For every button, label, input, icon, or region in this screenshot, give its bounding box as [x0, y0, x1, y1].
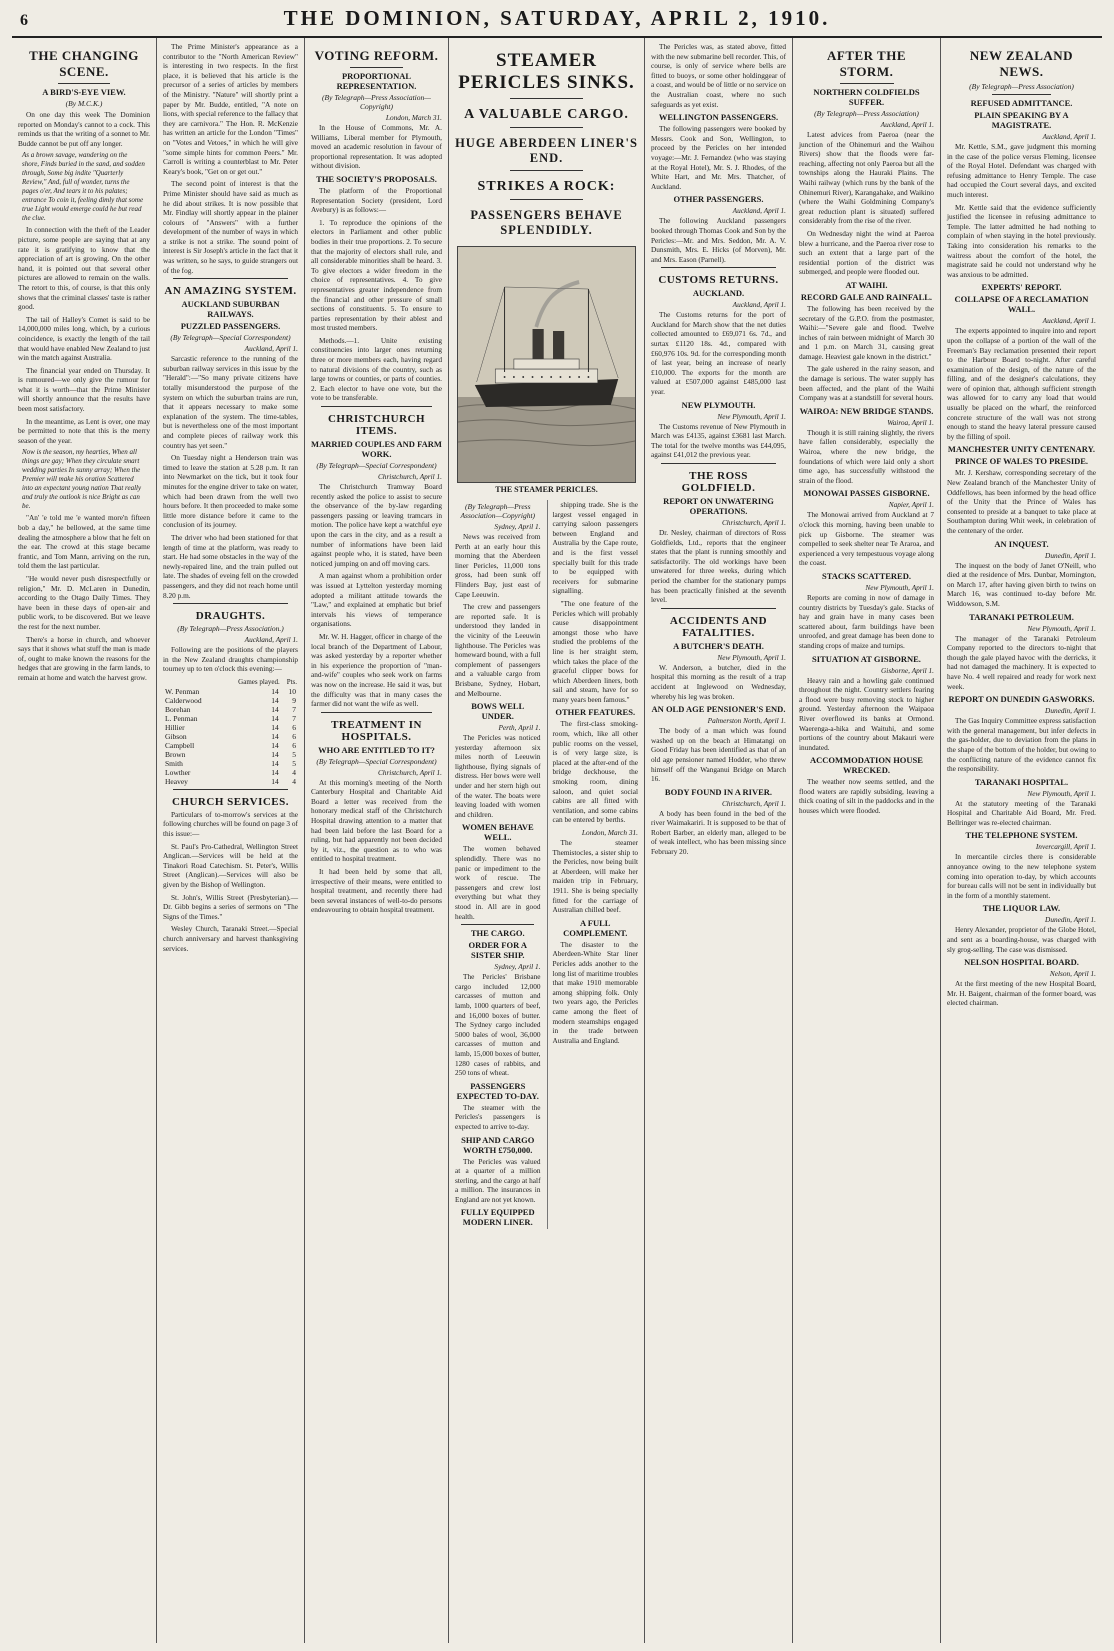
dateline: New Plymouth, April 1.	[717, 652, 786, 662]
article-paragraph: Following are the positions of the players in the New Zealand draughts championship tourney up to ten o'clock this evening:—	[163, 645, 298, 674]
table-row	[163, 732, 298, 741]
dateline: Auckland, April 1.	[244, 635, 298, 645]
dateline: New Plymouth, April 1.	[1027, 788, 1096, 798]
article-paragraph: It had been held by some that all, irrespective of their means, were entitled to hospital treatment, and recently there had been several instances of well-to-do persons endeavouring to obtain hospital treatment.	[311, 867, 442, 915]
points: 4	[292, 776, 296, 786]
divider	[173, 278, 288, 279]
table-row	[163, 741, 298, 750]
byline: (By Telegraph—Press Association—Copyright)	[322, 93, 431, 111]
table-row	[163, 768, 298, 777]
article-paragraph: The following has been received by the secretary of the G.P.O. from the postmaster, Waihi:—"Severe gale and flood. Twelve inches of rain between midnight of March 30 and 1 p.m. on March 31, causing great damage. Heaviest gale known in the district."	[799, 303, 934, 361]
table-row	[163, 759, 298, 768]
byline: (By M.C.K.)	[65, 99, 103, 108]
dateline: Christchurch, April 1.	[721, 798, 786, 808]
player-name: Campbell	[165, 740, 195, 750]
article-paragraph: A body has been found in the bed of the river Waimakariri. It is supposed to be that of Robert Barber, an elderly man, alleged to be of weak intellect, who has been missing since February 20.	[651, 808, 786, 857]
article-paragraph: The following passengers were booked by Messrs. Cook and Son, Wellington, to proceed by the Pericles on her intended voyage:—Mr. J. Fernandez (who was staying at the Royal Hotel), Mr. S. J. Rhodes, of the White Hart, and Mr. Mrs. Thatcher, of Auckland.	[651, 124, 786, 191]
article-subheading: RECORD GALE AND RAINFALL.	[800, 291, 933, 302]
article-subheading: MANCHESTER UNITY CENTENARY.	[947, 444, 1096, 455]
column-6	[793, 38, 941, 1643]
draughts-table	[163, 677, 298, 786]
article-paragraph: The weather now seems settled, and the flood waters are rapidly subsiding, leaving a thick coating of silt in the paddocks and in the houses which were flooded.	[799, 777, 934, 816]
article-subheading: STACKS SCATTERED.	[822, 570, 911, 581]
article-heading-after-the-storm: AFTER THE STORM.	[826, 48, 907, 79]
player-name: W. Penman	[165, 686, 200, 696]
article-subheading: AN INQUEST.	[994, 538, 1049, 549]
article-paragraph: The Monowai arrived from Auckland at 7 o'clock this morning, having been unable to pick up Gisborne. The steamer was compelled to seek shelter near Te Araroa, and experienced a very tempestuous voyage along the coast.	[799, 510, 934, 568]
article-subheading: REFUSED ADMITTANCE.	[970, 98, 1073, 108]
article-paragraph: Henry Alexander, proprietor of the Globe Hotel, and sent as a boarding-house, was charged with sly grog-selling. The case was dismissed.	[947, 925, 1096, 954]
dateline: London, March 31.	[581, 828, 638, 837]
article-paragraph: The Prime Minister's appearance as a contributor to the "North American Review" is interesting in two respects. In the first place, it is believed that his article is the precursor of a series of articles by members of the Ministry. "Nature" will shortly print a paper by Mr. Budde, entitled, "A note on lions, with special reference to the fallacy that they are carnivora." The Hon. R. McKenzie has written an article for the London "Times" on "Votes and Vetoes," in which he will give "some simple hints for common Peers." Mr. Carroll is writing a counterblast to Mr. Peter Keary's book, "Get on or get out."	[163, 42, 298, 176]
article-paragraph: The financial year ended on Thursday. It is rumoured—we only give the rumour for what it is worth—that the Prime Minister will shortly announce that the results have been most satisfactory.	[18, 365, 150, 414]
byline: (By Telegraph—Special Correspondent)	[316, 756, 437, 766]
article-subheading: NEW PLYMOUTH.	[681, 399, 756, 410]
masthead	[12, 0, 1102, 38]
article-paragraph: The Christchurch Tramway Board recently asked the police to assist to secure the observance of the by-law regarding passengers passing or leaving tramcars in motion. The police have kept a watchful eye upon the cars in the city, and as a result a number of informations have been laid against people who, it is stated, have been noticed jumping on and off moving cars.	[311, 482, 442, 568]
player-name: Lowther	[165, 767, 191, 777]
article-subheading: TARANAKI PETROLEUM.	[969, 611, 1074, 622]
article-paragraph: 1. To reproduce the opinions of the electors in Parliament and other public bodies in their true proportions. 2. To secure that the majority of electors shall rule, and all considerable minorities shall be heard. 3. To give electors a wider freedom in the choice of representatives. 4. To give representatives greater independence from the financial and other pressure of small sections of constituents. 5. To ensure to parties representation by their ablest and most trusted members.	[311, 217, 442, 333]
article-paragraph: Particulars of to-morrow's services at the following churches will be found on page 3 of this issue:—	[163, 809, 298, 839]
table-row	[163, 714, 298, 723]
points: 10	[288, 686, 296, 696]
article-subheading: WELLINGTON PASSENGERS.	[658, 112, 779, 123]
dateline: Christchurch, April 1.	[377, 472, 442, 482]
article-paragraph: On one day this week The Dominion reported on Monday's cannot to a cock. This reminds us that the writing of a sonnet to Mr. Budde cannot be put off any longer.	[18, 110, 150, 148]
article-paragraph: The Customs revenue of New Plymouth in March was £4135, against £3681 last March. The total for the twelve months was £44,095, against £41,012 the previous year.	[651, 421, 786, 460]
dateline: Christchurch, April 1.	[721, 518, 786, 527]
column-2	[157, 38, 305, 1643]
article-paragraph: The experts appointed to inquire into and report upon the collapse of a portion of the wall of the Freeman's Bay reclamation presented their report to the Harbour Board to-night. After careful examination of the design, of the nature of the filling, and of the designer's calculations, they were of opinion that, although sufficient strength was allowed for to carry any load that would usually be placed on the wharf, the reinforced concrete structure of the wall was not strong enough to stand the heavy lateral pressure caused by the filling of spoil.	[947, 326, 1096, 441]
article-heading-amazing-system: AN AMAZING SYSTEM.	[164, 285, 297, 298]
article-paragraph: The inquest on the body of Janet O'Neill, who died at the residence of Mrs. Dunbar, Mornington, on March 17, after having given birth to twins on March 16, was continued to-day before Mr. Widdowson, S.M.	[947, 560, 1096, 608]
dateline: Invercargill, April 1.	[1035, 842, 1096, 852]
article-subheading: NORTHERN COLDFIELDS SUFFER.	[813, 87, 920, 107]
games-played: 14	[271, 713, 279, 723]
dateline: Dunedin, April 1.	[1045, 706, 1096, 716]
divider	[840, 83, 894, 84]
article-paragraph: Mr. W. H. Hagger, officer in charge of the local branch of the Department of Labour, was asked yesterday by a reporter whether in his experience the proportion of "man-and-wife" couples who seek work on farms was now on the increase. He said it was, but the difficulty was that in many cases the farmer did not want the wife as well.	[311, 631, 442, 709]
main-story-right	[547, 500, 639, 1229]
article-subheading: TARANAKI HOSPITAL.	[974, 776, 1069, 787]
divider	[173, 789, 288, 790]
dateline: Sydney, April 1.	[494, 962, 541, 972]
player-name: Gibson	[165, 731, 187, 741]
article-subheading: OTHER FEATURES.	[555, 707, 636, 718]
article-paragraph: Reports are coming in now of damage in country districts by Tuesday's gale. Stacks of hay and grain have in many cases been scattered about, farm buildings have been unroofed, and great damage has been done to standing crops of maize and turnips.	[799, 592, 934, 650]
games-played: 14	[271, 704, 279, 714]
article-paragraph: The Customs returns for the port of Auckland for March show that the net duties collected amounted to £69,071 6s. 7d., and surtax £1120 18s. 4d., compared with £60,976 10s. 9d. for the corresponding month of last year, being an increase of nearly £10,000. The exports for the month are valued at £507,000 against £485,000 last year.	[651, 310, 786, 397]
dateline: Christchurch, April 1.	[377, 767, 442, 777]
article-subheading: THE CARGO.	[470, 928, 525, 939]
article-subheading: PLAIN SPEAKING BY A MAGISTRATE.	[974, 110, 1069, 130]
divider	[321, 712, 432, 713]
article-paragraph: In mercantile circles there is considerable annoyance owing to the new telephone system coming into operation to-day, by which accounts for bureau calls will not be sent in individually but in the form of a monthly statement.	[947, 852, 1096, 900]
article-paragraph: The body of a man which was found washed up on the beach at Himatangi on Good Friday has been identified as that of an old age pensioner named Hodder, who threw himself off the Wanganui Bridge on March 16.	[651, 726, 786, 784]
article-subheading: REPORT ON DUNEDIN GASWORKS.	[948, 694, 1095, 705]
points: 7	[292, 713, 296, 723]
article-subheading: SHIP AND CARGO WORTH £750,000.	[461, 1134, 535, 1155]
article-subheading: WHO ARE ENTITLED TO IT?	[318, 744, 435, 755]
table-row	[163, 750, 298, 759]
dateline: New Plymouth, April 1.	[865, 582, 934, 592]
dateline: Napier, April 1.	[888, 500, 934, 510]
article-paragraph: News was received from Perth at an early hour this morning that the Aberdeen liner Pericles, 11,000 tons gross, had been sunk off Flinders Bay, just east of Cape Leeuwin.	[455, 532, 541, 599]
article-heading-ross-goldfield: THE ROSS GOLDFIELD.	[681, 470, 756, 494]
byline: (By Telegraph—Press Association)	[969, 82, 1074, 91]
article-paragraph: At this morning's meeting of the North Canterbury Hospital and Charitable Aid Board a letter was received from the honorary medical staff of the Christchurch Hospital drawing attention to a matter that had been laid before the last Board for a ruling, but had apparently not been decided by it, viz., the question as to who was entitled to hospital treatment.	[311, 777, 442, 864]
dateline: Nelson, April 1.	[1049, 969, 1096, 979]
dateline: Auckland, April 1.	[880, 120, 934, 129]
dateline: Palmerston North, April 1.	[707, 716, 786, 726]
page-number: 6	[20, 12, 28, 29]
article-paragraph: "The one feature of the Pericles which will probably cause disappointment amongst those who have studied the problems of the line is her straight stem, which takes the place of the graceful clipper bows for which Aberdeen liners, both sail and steam, have for so many years been famous."	[552, 598, 638, 704]
column-3	[305, 38, 449, 1643]
points: 5	[292, 758, 296, 768]
article-paragraph: St. Paul's Pro-Cathedral, Wellington Street Anglican.—Services will be held at the Tinakori Road Catechism. St. Peter's, Willis Street (Anglican).—Services will also be given by the Bishop of Wellington.	[163, 841, 298, 890]
main-headline: STEAMER PERICLES SINKS.	[458, 50, 635, 93]
illustration-caption: THE STEAMER PERICLES.	[495, 485, 598, 494]
table-row	[163, 687, 298, 696]
table-header-points: Pts.	[286, 677, 297, 686]
article-subheading: MARRIED COUPLES AND FARM WORK.	[311, 439, 442, 460]
divider	[510, 199, 583, 200]
dateline: Auckland, April 1.	[1042, 132, 1096, 141]
article-heading-christchurch-items: CHRISTCHURCH ITEMS.	[327, 413, 426, 438]
dateline: Wairoa, April 1.	[887, 417, 934, 427]
article-paragraph: The following Auckland passengers booked through Thomas Cook and Son by the Pericles:—Mr. and Mrs. Seddon, Mr. A. V. Dunsmith, Mrs. E. Hicks (of Morven), Mr. and Mrs. Eason (Parnell).	[651, 216, 786, 264]
article-paragraph: "He would never push disrespectfully or religion," Mr. D. McLaren in Dunedin, according to the Otago Daily Times. They have been in these days of open-air and public work, to be discovered. But we leave the rest for the next number.	[18, 574, 150, 631]
dateline: Auckland, April 1.	[1042, 316, 1096, 326]
article-paragraph: On Wednesday night the wind at Paeroa blew a hurricane, and the Paeroa river rose to such an extent that a large part of the residential portion of the district was submerged, and people were flooded out.	[799, 228, 934, 277]
article-subheading: THE LIQUOR LAW.	[982, 903, 1061, 914]
article-subheading: A BUTCHER'S DEATH.	[673, 640, 764, 651]
article-paragraph: The Pericles was noticed yesterday afternoon six miles north of Leeuwin lighthouse, flying signals of distress. Her bows were well under and her stern high out of the water. The boats were leaving loaded with women and children.	[455, 733, 541, 819]
article-paragraph: On Tuesday night a Henderson train was timed to leave the station at 5.28 p.m. It ran into Newmarket on the tick, but it took four minutes for the engine driver to take on water, which had been drawn from the well two hours before. It then proceeded to make some little more distance before it came to the conclusion of its journey.	[163, 453, 298, 530]
player-name: Heavey	[165, 776, 188, 786]
byline: (By Telegraph—Press Association)	[814, 109, 919, 118]
article-subheading: BOWS WELL UNDER.	[471, 701, 525, 722]
article-subheading: AT WAIHI.	[845, 279, 888, 290]
article-paragraph: The women behaved splendidly. There was no panic or impediment to the work of rescue. The passengers and crew lost everything but what they stood in. All are in good health.	[455, 844, 541, 921]
player-name: L. Penman	[165, 713, 198, 723]
article-subheading: FULLY EQUIPPED MODERN LINER.	[460, 1207, 535, 1228]
article-subheading: OTHER PASSENGERS.	[673, 194, 764, 205]
article-paragraph: The first-class smoking-room, which, like all other public rooms on the vessel, is of very large size, is placed at the after-end of the bridge deckhouse, the smoking room, dining saloon, and quiet social cabins are all fitted with ventilation, and some cabins can be entered by berths.	[552, 719, 638, 825]
article-heading-voting-reform: VOTING REFORM.	[314, 48, 439, 63]
article-paragraph: "An' 'e told me 'e wanted more'n fifteen bob a day," he bellowed, at the same time dealing the atmosphere a blow that he felt on the ear. The crowd at this stage became frantic, and Tom Mann, arriving on the run, told them the last particular.	[18, 513, 150, 571]
divider	[661, 463, 776, 464]
article-subheading: BODY FOUND IN A RIVER.	[664, 786, 773, 797]
article-heading-accidents: ACCIDENTS AND FATALITIES.	[669, 614, 768, 639]
article-heading-changing-scene: THE CHANGING SCENE.	[29, 48, 139, 79]
article-paragraph: The steamer Themistocles, a sister ship to the Pericles, now being built at Aberdeen, will make her maiden trip in February, 1911. She is being specially fitted for the carriage of Australian chilled beef.	[552, 838, 638, 915]
article-subheading: EXPERTS' REPORT.	[981, 282, 1062, 293]
dateline: Auckland, April 1.	[732, 300, 786, 310]
article-subheading: REPORT ON UNWATERING OPERATIONS.	[663, 496, 774, 516]
table-header	[163, 677, 220, 687]
article-heading-church-services: CHURCH SERVICES.	[171, 795, 290, 808]
games-played: 14	[271, 731, 279, 741]
article-paragraph: Wesley Church, Taranaki Street.—Special church anniversary and harvest thanksgiving services.	[163, 924, 298, 953]
dateline: Auckland, April 1.	[244, 344, 298, 354]
points: 6	[292, 722, 296, 732]
games-played: 14	[271, 758, 279, 768]
article-paragraph: Though it is still raining slightly, the rivers have fallen considerably, especially the Wairoa, where the new bridge, the foundations of which were laid only a short time ago, has successfully withstood the strain of the flood.	[799, 427, 934, 485]
divider	[321, 406, 432, 407]
games-played: 14	[271, 749, 279, 759]
dateline: Auckland, April 1.	[732, 206, 786, 216]
dateline: Gisborne, April 1.	[881, 665, 934, 675]
article-subheading: PRINCE OF WALES TO PRESIDE.	[954, 456, 1089, 467]
games-played: 14	[271, 695, 279, 705]
article-heading-treatment-in-hospitals: TREATMENT IN HOSPITALS.	[331, 718, 422, 743]
article-subheading: A FULL COMPLEMENT.	[563, 917, 628, 938]
article-heading-draughts: DRAUGHTS.	[195, 610, 266, 623]
article-paragraph: The tail of Halley's Comet is said to be 14,000,000 miles long, which, by a curious coincidence, is exactly the length of the tail that would have enabled New Zealand to just win the match against Australia.	[18, 314, 150, 363]
article-paragraph: The manager of the Taranaki Petroleum Company reported to the directors to-night that though the gale played havoc with the derricks, it had not damaged the machinery. It is expected to have No. 4 well repaired and ready for work next week.	[947, 633, 1096, 691]
article-subheading: AN OLD AGE PENSIONER'S END.	[651, 704, 786, 715]
article-paragraph: The second point of interest is that the Prime Minister should have said as much as he did about strikes. It is now possible that Mr. Findlay will shortly appear in the plainer colours of "Answers" with a further development of the number of ways in which a strike is not a strike. The sound point of interest is Sir Joseph's article in the fact that it was written, so he says, to guide strangers out of the fog.	[163, 179, 298, 275]
article-subheading: PROPORTIONAL REPRESENTATION.	[336, 71, 417, 91]
dateline: Perth, April 1.	[498, 723, 541, 733]
article-paragraph: A man against whom a prohibition order was issued at Lyttelton yesterday morning adopted a militant attitude towards the "Law," and explained at emphatic but brief intervals his views of temperance organisations.	[311, 571, 442, 629]
dateline: New Plymouth, April 1.	[1027, 623, 1096, 633]
columns	[12, 38, 1102, 1643]
divider	[461, 924, 534, 925]
article-heading-customs-returns: CUSTOMS RETURNS.	[658, 274, 779, 287]
games-played: 14	[271, 722, 279, 732]
player-name: Hillier	[165, 722, 185, 732]
article-subheading: ORDER FOR A SISTER SHIP.	[468, 940, 528, 961]
article-paragraph: The driver who had been stationed for that length of time at the platform, was ready to start. He had some obstacles in the way of the newly-repaired line, and the train pulled out late. The shades of eveing fell on the crowded passengers, and they did not reach home until 8.20 p.m.	[163, 532, 298, 600]
verse: As a brown savage, wandering on the shore, Finds buried in the sand, and sodden through, Some big indite "Quarterly Review," And, full of wonder, turns the pages o'er, And tears it to his palates; entrance To coin it, feeling dimly that some true Light would emerge could he but read the clue.	[22, 151, 145, 223]
article-paragraph: Mr. Kettle said that the evidence sufficiently justified the licensee in refusing admittance to Temple. The latter admitted he had nothing to complain of when staying in the hotel previously. Taking into consideration his remarks to the waitress about the comfort of the hotel, the magistrate said he could not understand why he was anxious to be admitted.	[947, 202, 1096, 279]
main-subheadline: STRIKES A ROCK:	[477, 179, 616, 194]
article-paragraph: At the first meeting of the new Hospital Board, Mr. H. Baigent, chairman of the former board, was elected chairman.	[947, 979, 1096, 1008]
article-subheading: COLLAPSE OF A RECLAMATION WALL.	[954, 294, 1089, 315]
games-played: 14	[271, 686, 279, 696]
player-name: Calderwood	[165, 695, 202, 705]
article-paragraph: The gale ushered in the rainy season, and the damage is serious. The water supply has been affected, and the plant of the Waihi Company was at a standstill for several hours.	[799, 364, 934, 403]
games-played: 14	[271, 740, 279, 750]
article-paragraph: The steamer with the Pericles's passengers is expected to arrive to-day.	[455, 1102, 541, 1131]
article-paragraph: In connection with the theft of the Leader picture, some people are saying that at any rate it is gratifying to know that the appreciation of art is growing. On the other hand, it is pointed out that several other pictures are allowed to remain on the walls. The retort to this, of course, is that this only shows that the criminal classes' taste is rather good.	[18, 225, 151, 312]
article-paragraph: Dr. Nesley, chairman of directors of Ross Goldfields, Ltd., reports that the engineer states that the plant is running smoothly and satisfactorily. The old workings have been unwatered for three weeks, during which period the chamber for the stationary pumps has been practically finished at the seventh level.	[651, 528, 786, 605]
points: 7	[292, 704, 296, 714]
divider	[510, 98, 583, 99]
article-paragraph: The disaster to the Aberdeen-White Star liner Pericles adds another to the long list of maritime troubles that make 1910 memorable among shipping folk. Only two years ago, the Pericles came among the fleet of modern steamships engaged in the trade between Australia and England.	[552, 939, 638, 1045]
article-paragraph: The crew and passengers are reported safe. It is understood they landed in the vicinity of the Leeuwin lighthouse. The Pericles was homeward bound, with a full complement of passengers and a valuable cargo from Brisbane, Sydney, Hobart, and Melbourne.	[455, 602, 541, 698]
divider	[350, 67, 402, 68]
table-header-games: Games played.	[238, 677, 280, 686]
table-row	[163, 696, 298, 705]
article-paragraph: Mr. Kettle, S.M., gave judgment this morning in the case of the police versus Fleming, licensee of the Royal Hotel. Defendant was charged with refusing admittance to Henry Temple. The case had occupied the Court several days, and excited much interest.	[947, 142, 1096, 199]
article-subheading: PUZZLED PASSENGERS.	[180, 321, 281, 332]
newspaper-title: THE DOMINION, SATURDAY, APRIL 2, 1910.	[283, 6, 831, 30]
games-played: 14	[271, 776, 279, 786]
dateline: New Plymouth, April 1.	[717, 411, 786, 421]
article-subheading: A BIRD'S-EYE VIEW.	[42, 87, 126, 97]
article-paragraph: The platform of the Proportional Representation Society (president, Lord Avebury) is as follows:—	[311, 185, 442, 215]
article-subheading: THE TELEPHONE SYSTEM.	[965, 830, 1078, 841]
article-subheading: PASSENGERS EXPECTED TO-DAY.	[456, 1080, 539, 1101]
article-paragraph: St. John's, Willis Street (Presbyterian).—Dr. Gibb begins a series of sermons on "The Signs of the Times."	[163, 892, 298, 921]
article-paragraph: Methods.—1. Unite existing constituencies into larger ones returning three or more members each, having regard to natural divisions of the country, such as large towns or counties, or parts of counties. 2. Each elector to have one vote, but the vote to be transferable.	[311, 335, 442, 403]
column-1	[12, 38, 157, 1643]
dateline: Dunedin, April 1.	[1045, 550, 1096, 560]
player-name: Brown	[165, 749, 186, 759]
player-name: Borehan	[165, 704, 191, 714]
article-subheading: NELSON HOSPITAL BOARD.	[964, 957, 1079, 968]
steamer-ship-image	[458, 247, 635, 482]
article-paragraph: shipping trade. She is the largest vessel engaged in carrying saloon passengers between England and Australia by the Cape route, and is the first vessel specially built for this trade to be equipped with receivers for submarine signalling.	[552, 500, 638, 596]
column-4-main-story	[449, 38, 645, 1643]
article-subheading: AUCKLAND.	[692, 288, 745, 299]
article-paragraph: In the House of Commons, Mr. A. Williams, Liberal member for Plymouth, moved an academic resolution in favour of proportional representation. It was adopted without division.	[311, 123, 442, 171]
article-subheading: MONOWAI PASSES GISBORNE.	[803, 488, 930, 499]
article-paragraph: The Pericles' Brisbane cargo included 12,000 carcasses of mutton and lamb, 1000 quarters of beef, and 16,000 boxes of butter. The Sydney cargo included 5000 bales of wool, 36,000 carcasses of mutton and lamb, 15,000 boxes of butter, 1280 cases of rabbits, and 250 tons of wheat.	[455, 972, 541, 1078]
article-paragraph: Latest advices from Paeroa (near the junction of the Ohinemuri and the Waihou Rivers) show that the floods were far-reaching, affecting not only Paeroa but all the townships along the Hauraki Plains. The Waihi railway (which runs by the bank of the Ohinemuri River), Karangahake, and Waikino (where the Waihi Goldmining Company's great reduction plant is situated) suffered considerably from the rise of the river.	[799, 130, 934, 226]
divider	[58, 83, 111, 84]
byline: (By Telegraph—Press Association.)	[177, 624, 284, 634]
article-paragraph: There's a horse in church, and whoever says that it shows what stuff the man is made of, ought to make known the reasons for the hedges that are growing in the farm lands, to remain at home and watch the harvest grow.	[18, 634, 150, 682]
column-5	[645, 38, 793, 1643]
article-subheading: SITUATION AT GISBORNE.	[812, 653, 921, 664]
points: 6	[292, 740, 296, 750]
verse: Now is the season, my hearties, When all things are gay; When they circulate smart wedding parties In sunny array; When the Premier will make his oration Scattered into an expectant young nation That really and truly the outlook is nice Bright as can be.	[22, 448, 142, 511]
article-paragraph: Mr. J. Kershaw, corresponding secretary of the New Zealand branch of the Manchester Unity of Oddfellows, has been informed by the head office of the Unity that the Prince of Wales has consented to preside at a banquet to take place at Southampton during Whit week, in celebration of the centenary of the order.	[947, 468, 1096, 535]
main-subheadline: HUGE ABERDEEN LINER'S END.	[455, 136, 638, 165]
article-paragraph: The Gas Inquiry Committee express satisfaction with the general management, but infer defects in the gas-holder, due to deviation from the plans in the shape of the bottom of the holder, but owing to the conflicting nature of the evidence cannot fix the responsibility.	[947, 716, 1096, 774]
divider	[173, 603, 288, 604]
main-subheadline: PASSENGERS BEHAVE SPLENDIDLY.	[470, 208, 623, 237]
main-story-left	[455, 500, 541, 1229]
steamer-illustration	[457, 246, 636, 483]
article-paragraph: At the statutory meeting of the Taranaki Hospital and Charitable Aid Board, Mr. Fred. Bellringer was re-elected chairman.	[947, 798, 1096, 827]
points: 4	[292, 767, 296, 777]
article-subheading: ACCOMMODATION HOUSE WRECKED.	[810, 755, 923, 776]
article-paragraph: Sarcastic reference to the running of the suburban railway services in this issue by the "Herald":—"So many private citizens have totally misunderstood the purpose of the system on which the suburban trains are run, that it appears necessary to make some explanation of the system. The time-tables, but is nevertheless one of the most important and complete pieces of railway work this country has yet seen."	[163, 354, 298, 450]
table-header-row	[163, 677, 298, 687]
article-heading-new-zealand-news: NEW ZEALAND NEWS.	[969, 48, 1074, 79]
article-subheading: AUCKLAND SUBURBAN RAILWAYS.	[181, 299, 280, 320]
points: 6	[292, 731, 296, 741]
article-subheading: THE SOCIETY'S PROPOSALS.	[316, 173, 437, 184]
byline: (By Telegraph—Press Association—Copyright)	[460, 502, 536, 520]
dateline: Dunedin, April 1.	[1045, 915, 1096, 925]
main-subheadline: A VALUABLE CARGO.	[464, 107, 629, 122]
article-paragraph: Heavy rain and a howling gale continued throughout the night. Country settlers fearing a flood were busy removing stock to higher ground. Yesterday afternoon the Waipaoa River overflowed its banks at Ormond. Waerenga-a-hika and Waituhi, and some portions of the country about Makauri were inundated.	[799, 675, 934, 752]
divider	[661, 608, 776, 609]
divider	[661, 267, 776, 268]
article-paragraph: W. Anderson, a butcher, died in the hospital this morning as the result of a trap accident at Inglewood on Wednesday, whereby his leg was broken.	[651, 662, 786, 701]
table-row	[163, 777, 298, 786]
column-7	[941, 38, 1102, 1643]
article-subheading: WAIROA: NEW BRIDGE STANDS.	[799, 405, 934, 416]
games-played: 14	[271, 767, 279, 777]
player-name: Smith	[165, 758, 183, 768]
divider	[992, 94, 1052, 95]
article-subheading: WOMEN BEHAVE WELL.	[461, 822, 534, 843]
dateline: Sydney, April 1.	[494, 522, 541, 531]
points: 5	[292, 749, 296, 759]
divider	[510, 127, 583, 128]
article-paragraph: The Pericles was, as stated above, fitted with the new submarine bell recorder. This, of course, is only of service where bells are fitted to buoys, or some other holdinggear of a coast, and would be of little or no service on the Australian coast, where no such safeguards as yet exist.	[651, 42, 786, 109]
article-paragraph: In the meantime, as Lent is over, one may be permitted to note that this is the merry season of the year.	[18, 416, 150, 445]
byline: (By Telegraph—Special Correspondent)	[170, 333, 291, 343]
article-paragraph: The Pericles was valued at a quarter of a million sterling, and the cargo at half a million. The insurances in England are not yet known.	[455, 1156, 541, 1204]
divider	[510, 170, 583, 171]
main-story-text	[455, 500, 638, 1229]
points: 9	[292, 695, 296, 705]
table-row	[163, 723, 298, 732]
table-row	[163, 705, 298, 714]
dateline: London, March 31.	[385, 113, 442, 122]
byline: (By Telegraph—Special Correspondent)	[316, 461, 437, 471]
